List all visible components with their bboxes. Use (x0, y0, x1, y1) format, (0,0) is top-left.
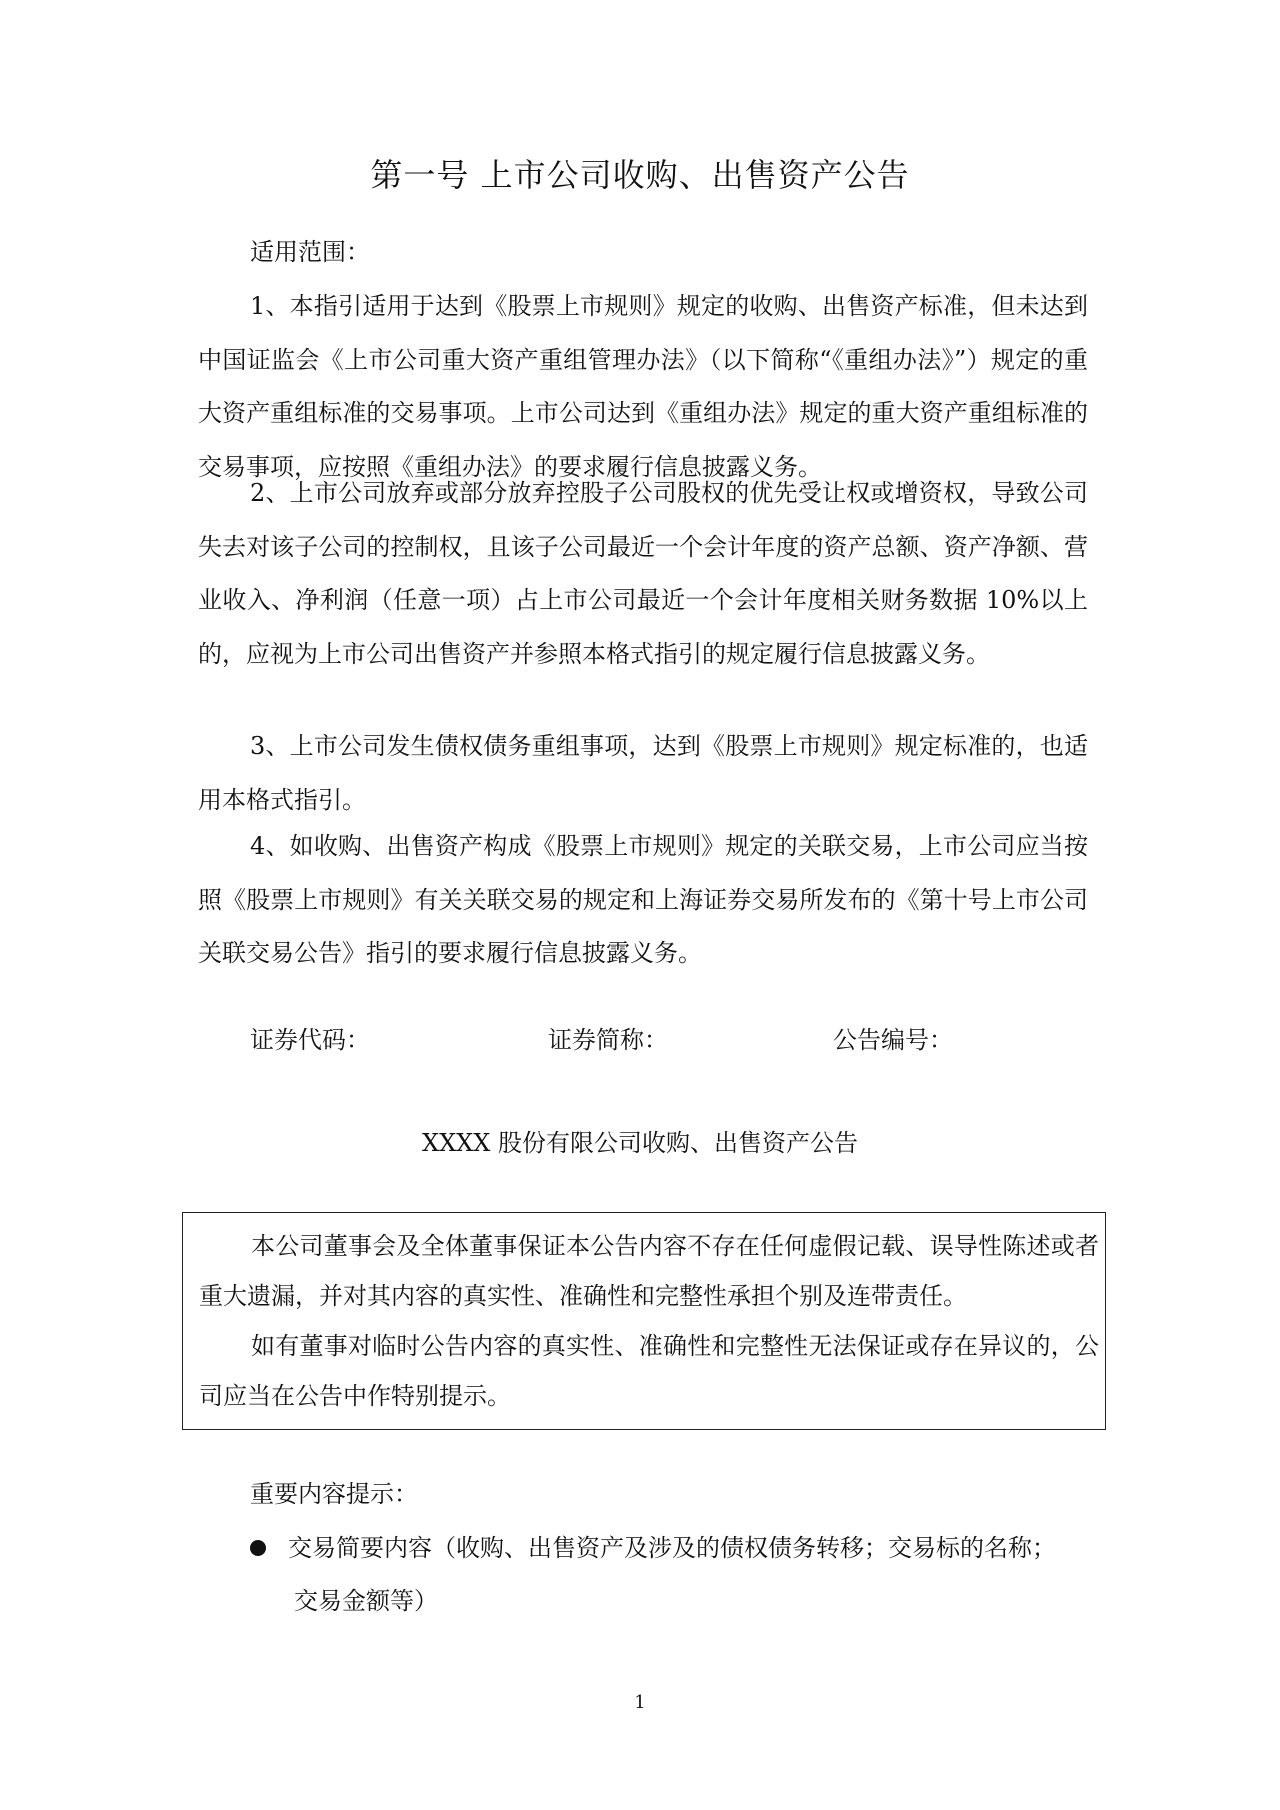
securities-code-label: 证券代码： (250, 1026, 370, 1054)
announcement-number-label: 公告编号： (833, 1026, 953, 1054)
announcement-title: XXXX 股份有限公司收购、出售资产公告 (422, 1129, 858, 1157)
bullet-item (288, 1522, 1098, 1628)
scope-item-2: 2、上市公司放弃或部分放弃控股子公司股权的优先受让权或增资权，导致公司失去对该子公司的控制权，且该子公司最近一个会计年度的资产总额、资产净额、营业收入、净利润（任意一项）占上市公司最近一个会计年度相关财务数据 10%以上的，应视为上市公司出售资产并参照本格式指引的规定履行信息披露义务。 (198, 479, 1088, 668)
board-statement-text (199, 1221, 1099, 1421)
board-statement-paragraph-2: 如有董事对临时公告内容的真实性、准确性和完整性无法保证或存在异议的，公司应当在公告中作特别提示。 (199, 1332, 1099, 1410)
board-statement-paragraph-1: 本公司董事会及全体董事保证本公告内容不存在任何虚假记载、误导性陈述或者重大遗漏，并对其内容的真实性、准确性和完整性承担个别及连带责任。 (199, 1232, 1099, 1310)
bullet-line-1: 交易简要内容（收购、出售资产及涉及的债权债务转移；交易标的名称； (288, 1534, 1056, 1562)
scope-heading: 适用范围： (250, 238, 370, 266)
securities-abbreviation-label: 证券简称： (548, 1026, 668, 1054)
page-number: 1 (634, 1692, 646, 1713)
key-points-heading: 重要内容提示： (250, 1480, 418, 1508)
scope-item-3: 3、上市公司发生债权债务重组事项，达到《股票上市规则》规定标准的，也适用本格式指引。 (198, 732, 1088, 814)
board-statement-box (182, 1212, 1106, 1430)
bullet-icon (250, 1540, 266, 1556)
scope-item-1: 1、本指引适用于达到《股票上市规则》规定的收购、出售资产标准，但未达到中国证监会《上市公司重大资产重组管理办法》（以下简称“《重组办法》”）规定的重大资产重组标准的交易事项。上市公司达到《重组办法》规定的重大资产重组标准的交易事项，应按照《重组办法》的要求履行信息披露义务。 (198, 292, 1088, 481)
document-title: 第一号 上市公司收购、出售资产公告 (370, 156, 910, 194)
scope-item-4: 4、如收购、出售资产构成《股票上市规则》规定的关联交易，上市公司应当按照《股票上市规则》有关关联交易的规定和上海证券交易所发布的《第十号上市公司关联交易公告》指引的要求履行信息披露义务。 (198, 832, 1088, 967)
bullet-line-2: 交易金额等） (294, 1587, 438, 1615)
